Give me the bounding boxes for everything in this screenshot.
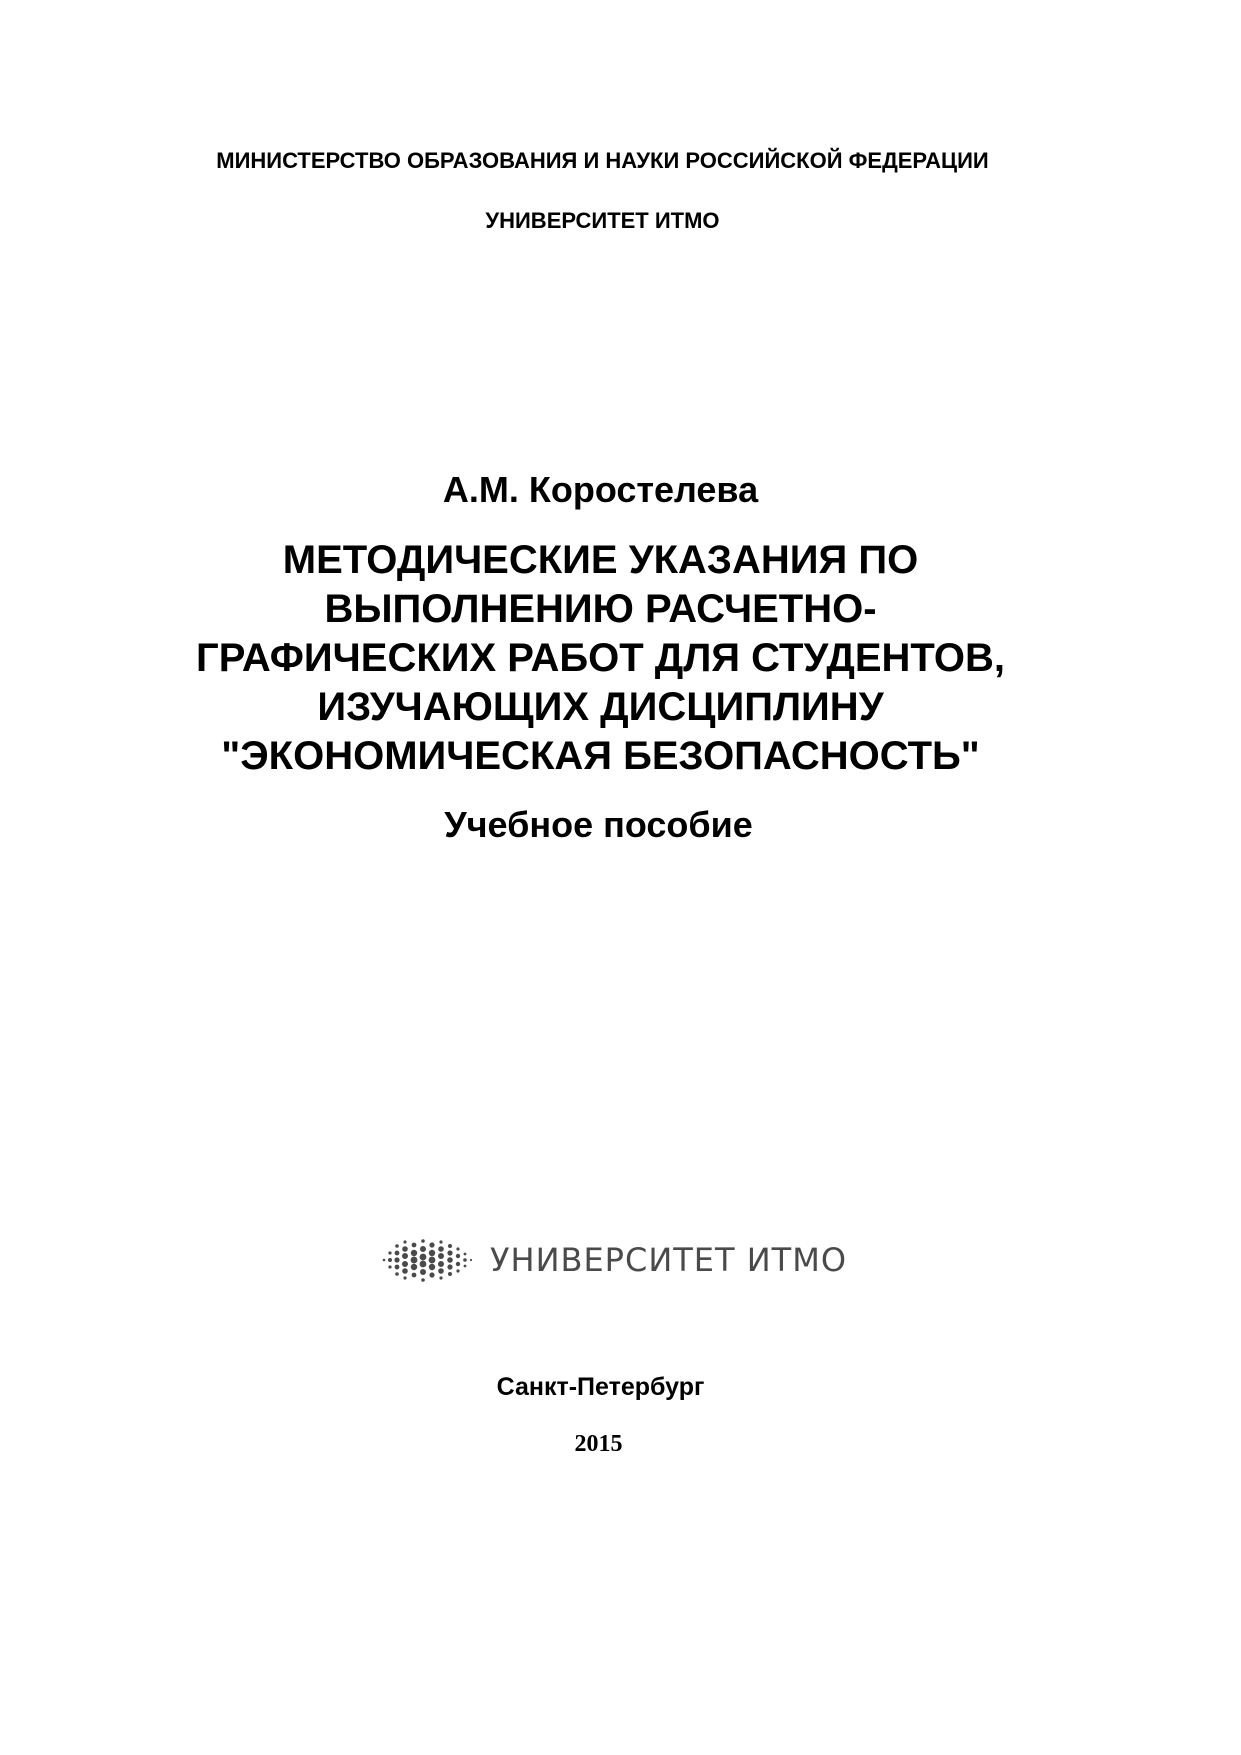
document-subtitle: Учебное пособие — [444, 804, 753, 845]
title-line: МЕТОДИЧЕСКИЕ УКАЗАНИЯ ПО — [282, 538, 919, 582]
ministry-header: МИНИСТЕРСТВО ОБРАЗОВАНИЯ И НАУКИ РОССИЙСКОЙ ФЕДЕРАЦИИ — [216, 148, 989, 173]
title-line: "ЭКОНОМИЧЕСКАЯ БЕЗОПАСНОСТЬ" — [221, 734, 980, 778]
title-line: ВЫПОЛНЕНИЮ РАСЧЕТНО- — [324, 587, 877, 631]
logo-text: УНИВЕРСИТЕТ ИТМО — [490, 1241, 848, 1279]
title-line: ИЗУЧАЮЩИХ ДИСЦИПЛИНУ — [317, 685, 884, 729]
publication-city: Санкт-Петербург — [496, 1373, 705, 1401]
publication-year: 2015 — [574, 1431, 623, 1457]
document-title — [0, 536, 1221, 781]
title-line: ГРАФИЧЕСКИХ РАБОТ ДЛЯ СТУДЕНТОВ, — [196, 636, 1005, 680]
university-header: УНИВЕРСИТЕТ ИТМО — [485, 208, 720, 233]
itmo-logo — [378, 1233, 847, 1287]
itmo-dots-logo-icon — [378, 1233, 476, 1287]
author-name: А.М. Коростелева — [442, 469, 759, 510]
